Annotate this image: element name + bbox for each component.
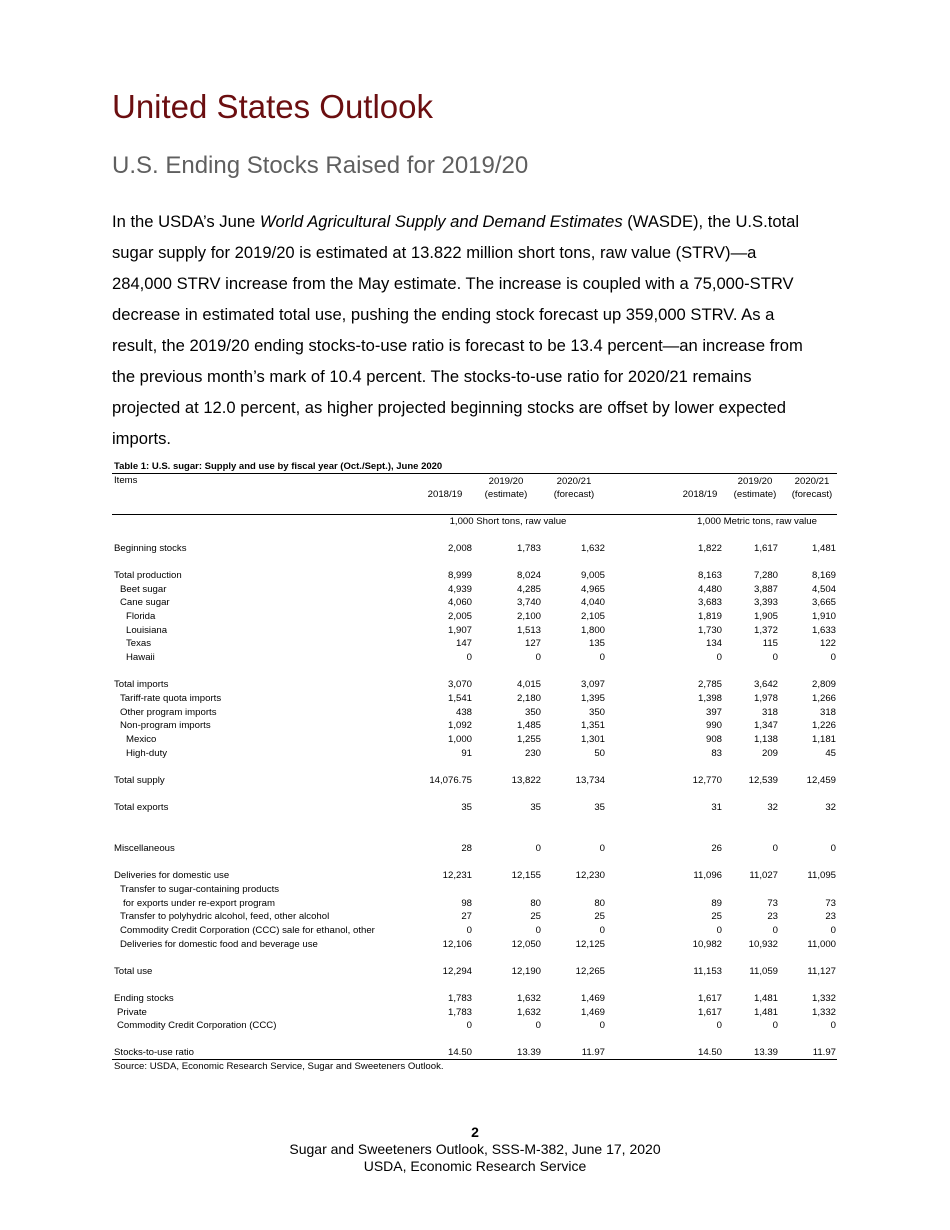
row-label: Transfer to sugar-containing products xyxy=(120,884,280,895)
table-cell-value: 12,459 xyxy=(806,775,836,786)
table-cell-value: 0 xyxy=(772,925,778,936)
table-cell-value: 0 xyxy=(535,843,541,854)
body-line: the previous month’s mark of 10.4 percent. The stocks-to-use ratio for 2020/21 remains xyxy=(112,367,752,386)
table-cell-value: 10,982 xyxy=(692,939,722,950)
row-label: Florida xyxy=(126,611,156,622)
body-line: projected at 12.0 percent, as higher projected beginning stocks are offset by lower expected xyxy=(112,398,786,417)
table-cell-value: 1,730 xyxy=(697,625,722,636)
table-cell-value: 2,180 xyxy=(516,693,541,704)
row-label: Hawaii xyxy=(126,652,155,663)
table-bottom-rule xyxy=(112,1059,837,1060)
footer-publication: Sugar and Sweeteners Outlook, SSS-M-382, June 17, 2020 xyxy=(289,1141,661,1157)
table-cell-value: 0 xyxy=(716,925,722,936)
table-cell-value: 12,539 xyxy=(748,775,778,786)
table-cell-value: 1,351 xyxy=(580,720,605,731)
page-subheading: U.S. Ending Stocks Raised for 2019/20 xyxy=(112,152,529,179)
table-cell-value: 8,999 xyxy=(447,570,472,581)
table-cell-value: 2,100 xyxy=(516,611,541,622)
table-cell-value: 12,230 xyxy=(575,870,605,881)
table-cell-value: 1,633 xyxy=(811,625,836,636)
table-cell-value: 11.97 xyxy=(812,1047,836,1058)
table-cell-value: 1,226 xyxy=(811,720,836,731)
column-header-label: (estimate) xyxy=(733,489,777,500)
table-cell-value: 438 xyxy=(455,707,472,718)
table-cell-value: 2,105 xyxy=(580,611,605,622)
column-header-label: 2018/19 xyxy=(682,489,718,500)
table-cell-value: 0 xyxy=(599,1020,605,1031)
table-cell-value: 2,809 xyxy=(811,679,836,690)
row-label: Transfer to polyhydric alcohol, feed, other alcohol xyxy=(120,911,330,922)
table-top-rule xyxy=(112,473,837,474)
row-label: Commodity Credit Corporation (CCC) xyxy=(117,1020,277,1031)
table-cell-value: 13,734 xyxy=(575,775,605,786)
table-source-note: Source: USDA, Economic Research Service, Sugar and Sweeteners Outlook. xyxy=(114,1061,444,1072)
row-label: Other program imports xyxy=(120,707,217,718)
table-cell-value: 35 xyxy=(594,802,605,813)
column-header-year: 2020/21 xyxy=(556,476,592,487)
row-label: Cane sugar xyxy=(120,597,170,608)
table-cell-value: 135 xyxy=(588,638,605,649)
table-cell-value: 0 xyxy=(772,843,778,854)
table-cell-value: 12,050 xyxy=(511,939,541,950)
table-cell-value: 1,469 xyxy=(580,993,605,1004)
table-cell-value: 35 xyxy=(461,802,472,813)
row-label: Beet sugar xyxy=(120,584,167,595)
table-cell-value: 1,617 xyxy=(753,543,778,554)
table-cell-value: 11,095 xyxy=(807,870,836,881)
table-cell-value: 0 xyxy=(535,1020,541,1031)
table-cell-value: 1,783 xyxy=(516,543,541,554)
table-cell-value: 0 xyxy=(716,1020,722,1031)
table-cell-value: 0 xyxy=(830,925,836,936)
table-cell-value: 0 xyxy=(830,843,836,854)
row-label: Private xyxy=(117,1007,147,1018)
row-label: for exports under re-export program xyxy=(123,898,275,909)
row-label: Louisiana xyxy=(126,625,168,636)
table-cell-value: 32 xyxy=(767,802,778,813)
wasde-title: World Agricultural Supply and Demand Estimates xyxy=(259,212,623,231)
table-cell-value: 14.50 xyxy=(697,1047,722,1058)
table-cell-value: 4,939 xyxy=(447,584,472,595)
column-header-year: 2020/21 xyxy=(794,476,830,487)
table-cell-value: 12,155 xyxy=(511,870,541,881)
row-label: Non-program imports xyxy=(120,720,211,731)
body-line xyxy=(112,206,842,237)
table-cell-value: 0 xyxy=(830,652,836,663)
table-cell-value: 1,783 xyxy=(447,1007,472,1018)
table-cell-value: 35 xyxy=(530,802,541,813)
table-cell-value: 1,181 xyxy=(811,734,836,745)
table-cell-value: 4,965 xyxy=(580,584,605,595)
table-cell-value: 7,280 xyxy=(753,570,778,581)
unit-metric-tons: 1,000 Metric tons, raw value xyxy=(697,516,817,527)
table-cell-value: 1,138 xyxy=(753,734,778,745)
footer-agency: USDA, Economic Research Service xyxy=(363,1158,587,1174)
table-cell-value: 3,097 xyxy=(580,679,605,690)
table-cell-value: 13.39 xyxy=(516,1047,541,1058)
table-cell-value: 8,169 xyxy=(811,570,836,581)
table-cell-value: 1,541 xyxy=(447,693,472,704)
table-cell-value: 3,665 xyxy=(811,597,836,608)
table-cell-value: 397 xyxy=(705,707,722,718)
table-cell-value: 134 xyxy=(705,638,722,649)
table-cell-value: 1,481 xyxy=(753,993,778,1004)
table-header-rule xyxy=(112,514,837,515)
table-cell-value: 9,005 xyxy=(580,570,605,581)
row-label: High-duty xyxy=(126,748,168,759)
table-cell-value: 1,819 xyxy=(697,611,722,622)
body-paragraph xyxy=(112,206,842,454)
table-cell-value: 1,485 xyxy=(516,720,541,731)
row-label: Total imports xyxy=(114,679,169,690)
table-cell-value: 1,910 xyxy=(811,611,836,622)
table-cell-value: 990 xyxy=(705,720,722,731)
body-line: sugar supply for 2019/20 is estimated at 13.822 million short tons, raw value (STRV)—a xyxy=(112,243,757,262)
table-cell-value: 11,027 xyxy=(749,870,778,881)
table-cell-value: 350 xyxy=(588,707,605,718)
table-cell-value: 1,398 xyxy=(697,693,722,704)
column-header-label: 2018/19 xyxy=(427,489,463,500)
table-cell-value: 0 xyxy=(466,1020,472,1031)
table-cell-value: 1,301 xyxy=(580,734,605,745)
table-cell-value: 50 xyxy=(594,748,605,759)
table-cell-value: 908 xyxy=(705,734,722,745)
table-cell-value: 350 xyxy=(524,707,541,718)
table-cell-value: 1,469 xyxy=(580,1007,605,1018)
table-cell-value: 1,617 xyxy=(697,993,722,1004)
table-cell-value: 11,000 xyxy=(807,939,836,950)
row-label: Tariff-rate quota imports xyxy=(120,693,222,704)
table-cell-value: 1,332 xyxy=(811,993,836,1004)
table-cell-value: 4,285 xyxy=(516,584,541,595)
row-label: Commodity Credit Corporation (CCC) sale for ethanol, other xyxy=(120,925,375,936)
row-label: Ending stocks xyxy=(114,993,174,1004)
table-cell-value: 26 xyxy=(711,843,722,854)
table-cell-value: 1,905 xyxy=(753,611,778,622)
table-cell-value: 12,106 xyxy=(442,939,472,950)
table-cell-value: 1,266 xyxy=(811,693,836,704)
table-cell-value: 45 xyxy=(825,748,836,759)
column-header-label: (estimate) xyxy=(484,489,528,500)
table-cell-value: 0 xyxy=(535,925,541,936)
table-cell-value: 25 xyxy=(530,911,541,922)
table-cell-value: 27 xyxy=(461,911,472,922)
table-cell-value: 1,347 xyxy=(753,720,778,731)
table-cell-value: 1,800 xyxy=(580,625,605,636)
table-cell-value: 11,127 xyxy=(807,966,836,977)
table-cell-value: 3,683 xyxy=(697,597,722,608)
table-cell-value: 3,393 xyxy=(753,597,778,608)
body-line: imports. xyxy=(112,429,172,448)
table-cell-value: 0 xyxy=(599,652,605,663)
table-cell-value: 14.50 xyxy=(447,1047,472,1058)
row-label: Total use xyxy=(114,966,153,977)
table-cell-value: 3,070 xyxy=(447,679,472,690)
table-cell-value: 23 xyxy=(767,911,778,922)
table-cell-value: 0 xyxy=(599,925,605,936)
table-cell-value: 73 xyxy=(767,898,778,909)
body-line: decrease in estimated total use, pushing the ending stock forecast up 359,000 STRV. As a xyxy=(112,305,775,324)
table-cell-value: 122 xyxy=(819,638,836,649)
body-line: result, the 2019/20 ending stocks-to-use ratio is forecast to be 13.4 percent—an increase from xyxy=(112,336,803,355)
table-cell-value: 4,480 xyxy=(697,584,722,595)
table-cell-value: 1,632 xyxy=(580,543,605,554)
table-cell-value: 83 xyxy=(711,748,722,759)
column-header-label: (forecast) xyxy=(553,489,595,500)
table-cell-value: 25 xyxy=(711,911,722,922)
table-cell-value: 4,040 xyxy=(580,597,605,608)
table-cell-value: 4,015 xyxy=(516,679,541,690)
column-header-label: (forecast) xyxy=(791,489,833,500)
table-cell-value: 11,153 xyxy=(693,966,722,977)
table-cell-value: 14,076.75 xyxy=(429,775,472,786)
table-cell-value: 12,190 xyxy=(511,966,541,977)
table-cell-value: 1,255 xyxy=(516,734,541,745)
table-cell-value: 98 xyxy=(461,898,472,909)
table-cell-value: 0 xyxy=(466,925,472,936)
row-label: Mexico xyxy=(126,734,157,745)
table-cell-value: 147 xyxy=(455,638,472,649)
table-title: Table 1: U.S. sugar: Supply and use by fiscal year (Oct./Sept.), June 2020 xyxy=(114,461,443,472)
table-cell-value: 2,005 xyxy=(447,611,472,622)
table-cell-value: 1,632 xyxy=(516,993,541,1004)
table-cell-value: 0 xyxy=(716,652,722,663)
row-label: Miscellaneous xyxy=(114,843,175,854)
table-cell-value: 8,163 xyxy=(697,570,722,581)
table-cell-value: 0 xyxy=(535,652,541,663)
page-number: 2 xyxy=(471,1124,479,1140)
table-cell-value: 89 xyxy=(711,898,722,909)
table-cell-value: 318 xyxy=(761,707,778,718)
table-cell-value: 28 xyxy=(461,843,472,854)
table-cell-value: 23 xyxy=(825,911,836,922)
table-cell-value: 8,024 xyxy=(516,570,541,581)
table-cell-value: 12,265 xyxy=(575,966,605,977)
table-cell-value: 13,822 xyxy=(511,775,541,786)
table-cell-value: 0 xyxy=(599,843,605,854)
table-cell-value: 12,231 xyxy=(442,870,472,881)
table-cell-value: 3,642 xyxy=(753,679,778,690)
table-cell-value: 1,332 xyxy=(811,1007,836,1018)
table-cell-value: 1,822 xyxy=(697,543,722,554)
table-cell-value: 4,504 xyxy=(811,584,836,595)
row-label: Stocks-to-use ratio xyxy=(114,1047,194,1058)
table-cell-value: 1,783 xyxy=(447,993,472,1004)
table-cell-value: 230 xyxy=(524,748,541,759)
table-cell-value: 1,907 xyxy=(447,625,472,636)
table-cell-value: 1,632 xyxy=(516,1007,541,1018)
table-cell-value: 0 xyxy=(772,652,778,663)
table-cell-value: 13.39 xyxy=(753,1047,778,1058)
table-cell-value: 2,008 xyxy=(447,543,472,554)
table-cell-value: 1,395 xyxy=(580,693,605,704)
body-line-text: (WASDE), the U.S.total xyxy=(622,212,800,231)
table-cell-value: 25 xyxy=(594,911,605,922)
table-cell-value: 1,092 xyxy=(447,720,472,731)
table-cell-value: 1,617 xyxy=(697,1007,722,1018)
row-label: Deliveries for domestic food and beverage use xyxy=(120,939,318,950)
row-label: Beginning stocks xyxy=(114,543,187,554)
table-cell-value: 11.97 xyxy=(581,1047,605,1058)
table-cell-value: 1,481 xyxy=(753,1007,778,1018)
unit-short-tons: 1,000 Short tons, raw value xyxy=(449,516,567,527)
table-cell-value: 1,000 xyxy=(447,734,472,745)
table-cell-value: 209 xyxy=(761,748,778,759)
row-label: Total supply xyxy=(114,775,165,786)
table-cell-value: 0 xyxy=(772,1020,778,1031)
column-header-year: 2019/20 xyxy=(488,476,524,487)
table-cell-value: 91 xyxy=(461,748,472,759)
column-header-year: 2019/20 xyxy=(737,476,773,487)
table-cell-value: 32 xyxy=(825,802,836,813)
table-cell-value: 318 xyxy=(819,707,836,718)
body-line: 284,000 STRV increase from the May estimate. The increase is coupled with a 75,000-STRV xyxy=(112,274,794,293)
table-cell-value: 80 xyxy=(530,898,541,909)
table-cell-value: 3,740 xyxy=(516,597,541,608)
column-header-items: Items xyxy=(114,475,138,486)
page-heading: United States Outlook xyxy=(112,88,434,125)
table-cell-value: 12,294 xyxy=(442,966,472,977)
table-cell-value: 127 xyxy=(524,638,541,649)
table-cell-value: 0 xyxy=(830,1020,836,1031)
row-label: Deliveries for domestic use xyxy=(114,870,230,881)
table-cell-value: 11,059 xyxy=(749,966,778,977)
table-cell-value: 12,770 xyxy=(692,775,722,786)
table-cell-value: 3,887 xyxy=(753,584,778,595)
row-label: Texas xyxy=(126,638,152,649)
table-cell-value: 2,785 xyxy=(697,679,722,690)
table-cell-value: 1,978 xyxy=(753,693,778,704)
table-cell-value: 80 xyxy=(594,898,605,909)
table-cell-value: 1,481 xyxy=(811,543,836,554)
table-cell-value: 115 xyxy=(762,638,778,649)
body-line-text: In the USDA’s June xyxy=(112,212,260,231)
row-label: Total production xyxy=(114,570,182,581)
table-cell-value: 12,125 xyxy=(575,939,605,950)
table-cell-value: 1,372 xyxy=(753,625,778,636)
row-label: Total exports xyxy=(114,802,169,813)
table-cell-value: 73 xyxy=(825,898,836,909)
table-cell-value: 10,932 xyxy=(748,939,778,950)
table-cell-value: 11,096 xyxy=(693,870,722,881)
table-cell-value: 4,060 xyxy=(447,597,472,608)
table-cell-value: 1,513 xyxy=(516,625,541,636)
table-cell-value: 0 xyxy=(466,652,472,663)
table-cell-value: 31 xyxy=(711,802,722,813)
